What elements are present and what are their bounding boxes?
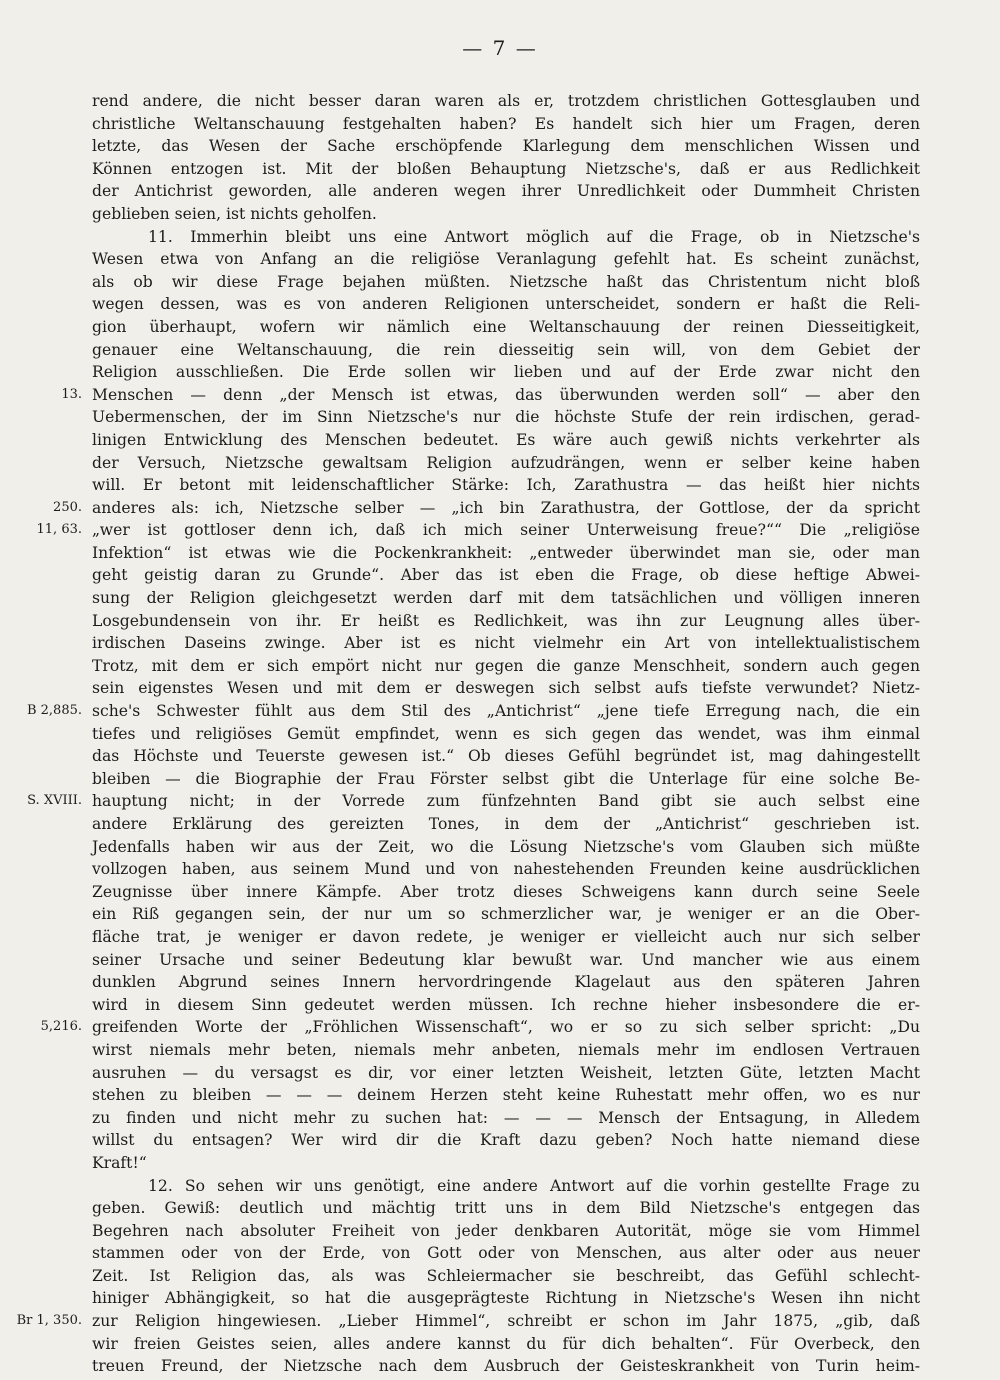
text-line — [92, 1265, 920, 1288]
text-line-content: Kraft!“ — [92, 1153, 147, 1172]
text-line — [92, 881, 920, 904]
text-line-content: 11. Immerhin bleibt uns eine Antwort möglich auf die Frage, ob in Nietzsche's — [148, 227, 920, 246]
text-line-content: Begehren nach absoluter Freiheit von jeder denkbaren Autorität, möge sie vom Himmel — [92, 1221, 920, 1240]
margin-reference: 5,216. — [40, 1019, 82, 1035]
margin-reference: B 2,885. — [26, 703, 82, 719]
text-line — [92, 813, 920, 836]
text-line-content: wir freien Geistes seien, alles andere kannst du für dich behalten“. Für Overbeck, den — [92, 1334, 920, 1353]
text-line — [92, 564, 920, 587]
text-line — [92, 903, 920, 926]
text-line — [92, 248, 920, 271]
text-line — [92, 339, 920, 362]
text-line-content: stammen oder von der Erde, von Gott oder von Menschen, aus alter oder aus neuer — [92, 1244, 920, 1263]
text-line — [16, 1310, 920, 1333]
text-line — [92, 836, 920, 859]
text-line — [92, 316, 920, 339]
page-number: — 7 — — [462, 36, 538, 60]
text-line — [92, 1287, 920, 1310]
text-line — [92, 1220, 920, 1243]
text-line-content: seiner Ursache und seiner Bedeutung klar bewußt war. Und mancher wie aus einem — [92, 950, 920, 969]
text-line-content: „wer ist gottloser denn ich, daß ich mich seiner Unterweisung freue?““ Die „religiöse — [92, 521, 920, 540]
text-line — [92, 768, 920, 791]
text-line — [92, 994, 920, 1017]
text-line — [36, 519, 920, 542]
text-line-content: Religion ausschließen. Die Erde sollen wir lieben und auf der Erde zwar nicht den — [92, 363, 920, 382]
text-line-content: sung der Religion gleichgesetzt werden darf mit dem tatsächlichen und völligen inneren — [92, 589, 920, 608]
text-line-content: Jedenfalls haben wir aus der Zeit, wo die Lösung Nietzsche's vom Glauben sich müßte — [92, 837, 920, 856]
text-line — [92, 723, 920, 746]
text-line — [61, 384, 920, 407]
text-line-content: bleiben — die Biographie der Frau Förster selbst gibt die Unterlage für eine solche Be- — [92, 769, 920, 788]
text-line — [92, 203, 920, 226]
text-line — [92, 406, 920, 429]
margin-reference: 250. — [53, 499, 82, 515]
text-line — [92, 1039, 920, 1062]
text-line — [92, 1129, 920, 1152]
text-line-content: zur Religion hingewiesen. „Lieber Himmel“, schreibt er schon im Jahr 1875, „gib, daß — [92, 1312, 920, 1331]
text-line — [92, 361, 920, 384]
text-line-content: zu finden und nicht mehr zu suchen hat: — — — Mensch der Entsagung, in Alledem — [92, 1108, 920, 1127]
text-line-content: Losgebundensein von ihr. Er heißt es Redlichkeit, was ihn zur Leugnung alles über- — [92, 611, 920, 630]
text-line-content: vollzogen haben, aus seinem Mund und von nahestehenden Freunden keine ausdrücklichen — [92, 860, 920, 879]
text-line-content: rend andere, die nicht besser daran waren als er, trotzdem christlichen Gottesglauben und — [92, 92, 920, 110]
text-line-content: hiniger Abhängigkeit, so hat die ausgeprägteste Richtung in Nietzsche's Wesen ihn nicht — [92, 1289, 920, 1308]
text-line-content: ein Riß gegangen sein, der nur um so schmerzlicher war, je weniger er an die Ober- — [92, 905, 920, 924]
text-line-content: sein eigenstes Wesen und mit dem er deswegen sich selbst aufs tiefste verwundet? Nietz- — [92, 679, 920, 698]
margin-reference: S. XVIII. — [27, 793, 82, 809]
text-line-content: Können entzogen ist. Mit der bloßen Behauptung Nietzsche's, daß er aus Redlichkeit — [92, 159, 920, 178]
text-line-content: letzte, das Wesen der Sache erschöpfende Klarlegung dem menschlichen Wissen und — [92, 137, 920, 156]
text-line-content: will. Er betont mit leidenschaftlicher Stärke: Ich, Zarathustra — das heißt hier nichts — [92, 476, 920, 495]
text-line-content: das Höchste und Teuerste gewesen ist.“ Ob dieses Gefühl begründet ist, mag dahingestellt — [92, 747, 920, 766]
margin-reference: Br 1, 350. — [16, 1313, 82, 1329]
text-line-content: geht geistig daran zu Grunde“. Aber das ist eben die Frage, ob diese heftige Abwei- — [92, 566, 920, 585]
text-line — [92, 158, 920, 181]
text-line-content: wird in diesem Sinn gedeutet werden müssen. Ich rechne hieher insbesondere die er- — [92, 995, 920, 1014]
text-line-content: Wesen etwa von Anfang an die religiöse Veranlagung gefehlt hat. Es scheint zunächst, — [92, 250, 920, 269]
text-line-content: christliche Weltanschauung festgehalten haben? Es handelt sich hier um Fragen, deren — [92, 114, 920, 133]
text-line-content: wegen dessen, was es von anderen Religionen unterscheidet, sondern er haßt die Reli- — [92, 295, 920, 314]
text-line-content: anderes als: ich, Nietzsche selber — „ich bin Zarathustra, der Gottlose, der da spricht — [92, 498, 920, 517]
text-line — [92, 971, 920, 994]
text-line — [92, 610, 920, 633]
text-line-content: sche's Schwester fühlt aus dem Stil des „Antichrist“ „jene tiefe Erregung nach, die ein — [92, 702, 920, 721]
text-line — [92, 949, 920, 972]
text-line — [27, 790, 920, 813]
text-line-content: andere Erklärung des gereizten Tones, in dem der „Antichrist“ geschrieben ist. — [92, 815, 920, 833]
margin-reference: 13. — [61, 386, 82, 402]
text-line — [92, 452, 920, 475]
text-line — [26, 700, 920, 723]
text-line — [92, 858, 920, 881]
text-line — [92, 1333, 920, 1356]
text-line — [92, 271, 920, 294]
text-line — [92, 113, 920, 136]
text-line — [92, 90, 920, 113]
text-line — [92, 632, 920, 655]
text-line — [92, 180, 920, 203]
text-line-content: wirst niemals mehr beten, niemals mehr anbeten, niemals mehr im endlosen Vertrauen — [92, 1040, 920, 1059]
text-line — [92, 1175, 920, 1198]
body-text — [16, 90, 920, 1378]
text-line — [92, 293, 920, 316]
text-line — [53, 497, 920, 520]
text-line-content: 12. So sehen wir uns genötigt, eine andere Antwort auf die vorhin gestellte Frage zu — [148, 1176, 920, 1195]
text-line-content: Uebermenschen, der im Sinn Nietzsche's nur die höchste Stufe der rein irdischen, gerad- — [92, 408, 920, 427]
text-line-content: Menschen — denn „der Mensch ist etwas, das überwunden werden soll“ — aber den — [92, 385, 920, 404]
text-line — [92, 135, 920, 158]
text-line-content: irdischen Daseins zwinge. Aber ist es nicht vielmehr ein Art von intellektualistischem — [92, 634, 920, 653]
text-line-content: stehen zu bleiben — — — deinem Herzen steht keine Ruhestatt mehr offen, wo es nur — [92, 1086, 920, 1105]
text-line-content: gion überhaupt, wofern wir nämlich eine Weltanschauung der reinen Diesseitigkeit, — [92, 317, 920, 336]
text-line — [92, 1107, 920, 1130]
text-line — [92, 655, 920, 678]
text-line-content: linigen Entwicklung des Menschen bedeutet. Es wäre auch gewiß nichts verkehrter als — [92, 430, 920, 449]
text-line-content: der Antichrist geworden, alle anderen wegen ihrer Unredlichkeit oder Dummheit Christen — [92, 182, 920, 201]
text-line-content: der Versuch, Nietzsche gewaltsam Religion aufzudrängen, wenn er selber keine haben — [92, 453, 920, 472]
text-line-content: Trotz, mit dem er sich empört nicht nur gegen die ganze Menschheit, sondern auch gegen — [92, 656, 920, 675]
text-line-content: hauptung nicht; in der Vorrede zum fünfzehnten Band gibt sie auch selbst eine — [92, 792, 920, 811]
text-line-content: dunklen Abgrund seines Innern hervordringende Klagelaut aus den späteren Jahren — [92, 973, 920, 992]
text-line — [92, 1355, 920, 1378]
text-line — [92, 1197, 920, 1220]
text-line — [92, 1084, 920, 1107]
text-line-content: greifenden Worte der „Fröhlichen Wissenschaft“, wo er so zu sich selber spricht: „Du — [92, 1018, 920, 1037]
text-line — [92, 587, 920, 610]
text-line — [92, 1242, 920, 1265]
text-line — [92, 226, 920, 249]
text-line — [40, 1016, 920, 1039]
text-line-content: geblieben seien, ist nichts geholfen. — [92, 204, 377, 223]
text-line — [92, 474, 920, 497]
text-line-content: fläche trat, je weniger er davon redete, je weniger er vielleicht auch nur sich selber — [92, 927, 920, 946]
text-line-content: ausruhen — du versagst es dir, vor einer letzten Weisheit, letzten Güte, letzten Macht — [92, 1063, 920, 1082]
text-line — [92, 1062, 920, 1085]
text-line-content: willst du entsagen? Wer wird dir die Kraft dazu geben? Noch hatte niemand diese — [92, 1131, 920, 1150]
text-line-content: genauer eine Weltanschauung, die rein diesseitig sein will, von dem Gebiet der — [92, 340, 920, 359]
text-line — [92, 1152, 920, 1175]
text-line — [92, 745, 920, 768]
margin-reference: 11, 63. — [36, 522, 82, 538]
text-line-content: Zeit. Ist Religion das, als was Schleiermacher sie beschreibt, das Gefühl schlecht- — [92, 1266, 920, 1285]
text-line-content: Zeugnisse über innere Kämpfe. Aber trotz dieses Schweigens kann durch seine Seele — [92, 882, 920, 901]
text-line — [92, 542, 920, 565]
text-line — [92, 677, 920, 700]
text-line-content: als ob wir diese Frage bejahen müßten. Nietzsche haßt das Christentum nicht bloß — [92, 272, 920, 291]
text-line — [92, 926, 920, 949]
text-line-content: geben. Gewiß: deutlich und mächtig tritt uns in dem Bild Nietzsche's entgegen das — [92, 1199, 920, 1218]
text-line-content: tiefes und religiöses Gemüt empfindet, wenn es sich gegen das wendet, was ihm einmal — [92, 724, 920, 743]
text-line-content: treuen Freund, der Nietzsche nach dem Ausbruch der Geisteskrankheit von Turin heim- — [92, 1357, 920, 1376]
text-line — [92, 429, 920, 452]
text-line-content: Infektion“ ist etwas wie die Pockenkrankheit: „entweder überwindet man sie, oder man — [92, 543, 920, 562]
